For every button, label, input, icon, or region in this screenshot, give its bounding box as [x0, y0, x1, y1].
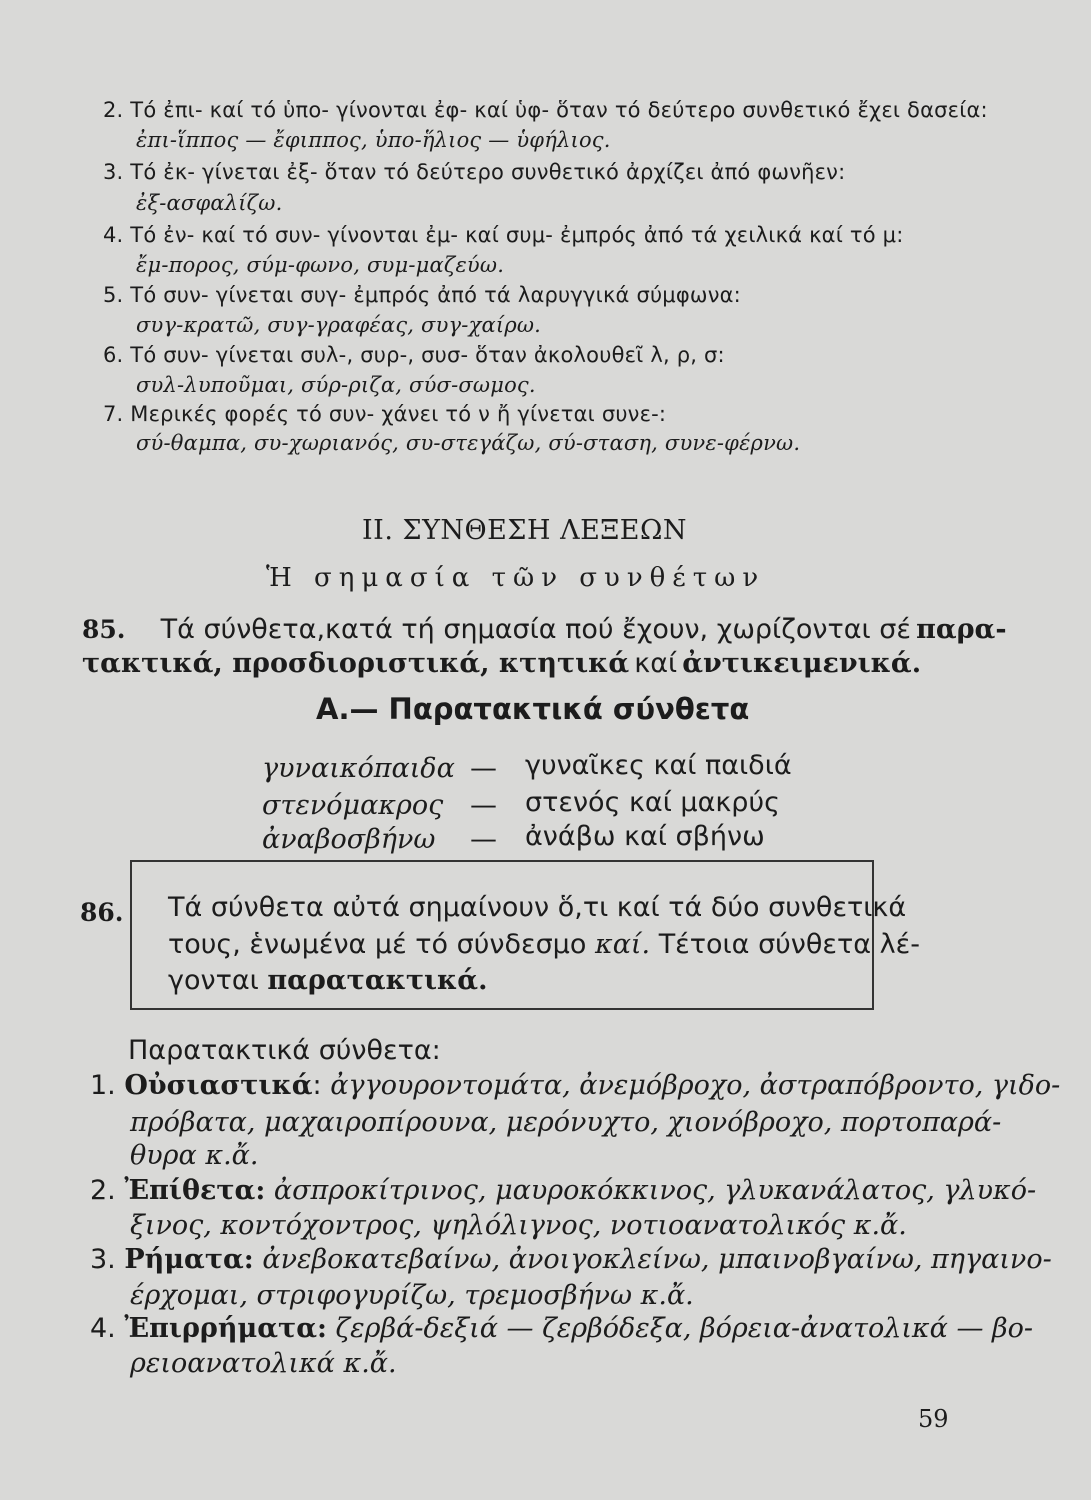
list-item-4-number: 4. — [90, 1313, 116, 1344]
para-85-number: 85. — [82, 615, 126, 644]
rule-7-example: σύ-θαμπα, συ-χωριανός, συ-στεγάζω, σύ-σταση, συνε-φέρνω. — [136, 431, 801, 455]
example-dash-3: — — [470, 824, 497, 855]
list-item-1: 1. Οὐσιαστικά: ἀγγουροντομάτα, ἀνεμόβροχο, ἀστραπόβροντο, γιδο- — [90, 1070, 1061, 1101]
list-item-2 — [90, 1175, 1036, 1206]
example-meaning-1: γυναῖκες καί παιδιά — [525, 750, 792, 781]
rule-5-example: συγ-κρατῶ, συγ-γραφέας, συγ-χαίρω. — [136, 313, 542, 337]
list-intro: Παρατακτικά σύνθετα: — [128, 1035, 441, 1066]
example-dash-2: — — [470, 790, 497, 821]
list-item-1-line-2: πρόβατα, μαχαιροπίρουνα, μερόνυχτο, χιονόβροχο, πορτοπαρά- — [130, 1107, 1002, 1138]
para-86-line-2a: τους, ἑνωμένα μέ τό σύνδεσμο — [168, 929, 587, 960]
list-item-3-line-1: ἀνεβοκατεβαίνω, ἀνοιγοκλείνω, μπαινοβγαίνω, πηγαινο- — [262, 1244, 1052, 1275]
para-86-bold: παρατακτικά. — [267, 965, 488, 996]
list-item-1-line-3: θυρα κ.ἄ. — [130, 1140, 259, 1171]
list-item-4 — [90, 1313, 1033, 1344]
para-85-line-1 — [82, 614, 1007, 645]
list-item-2-line-1: ἀσπροκίτρινος, μαυροκόκκινος, γλυκανάλατος, γλυκό- — [273, 1175, 1037, 1206]
rule-4-example: ἔμ-πορος, σύμ-φωνο, συμ-μαζεύω. — [136, 253, 505, 277]
para-85-line-2 — [82, 648, 921, 679]
para-85-bold: παρα- — [916, 614, 1007, 645]
para-86-line-2c: Τέτοια σύνθετα λέ- — [658, 929, 920, 960]
example-word-3: ἀναβοσβήνω — [262, 824, 436, 855]
list-item-3-line-2: έρχομαι, στριφογυρίζω, τρεμοσβήνω κ.ἄ. — [130, 1280, 694, 1311]
para-86-line-2 — [168, 929, 920, 960]
rule-4: 4. Τό ἐν- καί τό συν- γίνονται ἐμ- καί συμ- ἐμπρός ἀπό τά χειλικά καί τό μ: — [103, 223, 904, 247]
list-item-2-line-2: ξινος, κοντόχοντρος, ψηλόλιγνος, νοτιοανατολικός κ.ἄ. — [130, 1210, 907, 1241]
list-item-4-label: Ἐπιρρήματα: — [124, 1313, 327, 1344]
para-85-mid: καί — [634, 648, 678, 679]
list-item-4-line-2: ρειοανατολικά κ.ἄ. — [130, 1348, 397, 1379]
rule-2: 2. Τό ἐπι- καί τό ὑπο- γίνονται ἐφ- καί ὑφ- ὅταν τό δεύτερο συνθετικό ἔχει δασεία: — [103, 98, 988, 122]
list-item-3-number: 3. — [90, 1244, 116, 1275]
para-86-line-1: Τά σύνθετα αὐτά σημαίνουν ὅ,τι καί τά δύο συνθετικά — [168, 892, 907, 923]
para-86-line-3a: γονται — [168, 965, 259, 996]
list-item-1-number: 1. — [90, 1070, 116, 1101]
list-item-4-line-1: ζερβά-δεξιά — ζερβόδεξα, βόρεια-ἀνατολικά — βο- — [335, 1313, 1034, 1344]
rule-5: 5. Τό συν- γίνεται συγ- ἐμπρός ἀπό τά λαρυγγικά σύμφωνα: — [103, 283, 741, 307]
example-word-1: γυναικόπαιδα — [262, 753, 455, 784]
para-86-line-3 — [168, 965, 487, 996]
section-title: II. ΣΥΝΘΕΣΗ ΛΕΞΕΩΝ — [362, 515, 688, 546]
subheading: Α.— Παρατακτικά σύνθετα — [316, 692, 750, 726]
page-number: 59 — [918, 1405, 949, 1433]
list-item-2-number: 2. — [90, 1175, 116, 1206]
list-item-3-label: Ρήματα: — [124, 1244, 254, 1275]
rule-3: 3. Τό ἐκ- γίνεται ἐξ- ὅταν τό δεύτερο συνθετικό ἀρχίζει ἀπό φωνῆεν: — [103, 160, 846, 184]
rule-7: 7. Μερικές φορές τό συν- χάνει τό ν ἤ γίνεται συνε-: — [103, 402, 667, 426]
list-item-3 — [90, 1244, 1052, 1275]
list-item-2-label: Ἐπίθετα: — [124, 1175, 266, 1206]
rule-6-example: συλ-λυποῦμαι, σύρ-ριζα, σύσ-σωμος. — [136, 373, 536, 397]
example-meaning-2: στενός καί μακρύς — [525, 787, 780, 818]
example-meaning-3: ἀνάβω καί σβήνω — [525, 821, 765, 852]
example-word-2: στενόμακρος — [262, 790, 444, 821]
para-85-bold-2: τακτικά, προσδιοριστικά, κτητικά — [82, 648, 630, 679]
definition-box — [130, 860, 920, 1010]
para-86-conj: καί. — [594, 929, 651, 960]
para-86-number: 86. — [80, 898, 124, 927]
para-85-bold-3: ἀντικειμενικά. — [682, 648, 922, 679]
section-subtitle: Ἡ σημασία τῶν συνθέτων — [266, 563, 766, 593]
para-85-text: Τά σύνθετα,κατά τή σημασία πού ἔχουν, χωρίζονται σέ — [160, 614, 911, 645]
list-item-1-line-1: ἀγγουροντομάτα, ἀνεμόβροχο, ἀστραπόβροντο, γιδο- — [330, 1070, 1061, 1101]
example-dash-1: — — [470, 753, 497, 784]
rule-6: 6. Τό συν- γίνεται συλ-, συρ-, συσ- ὅταν ἀκολουθεῖ λ, ρ, σ: — [103, 343, 725, 367]
list-item-1-label: Οὐσιαστικά — [124, 1070, 313, 1101]
rule-2-example: ἐπι-ἵππος — ἔφιππος, ὑπο-ἥλιος — ὑφήλιος. — [136, 128, 611, 152]
rule-3-example: ἐξ-ασφαλίζω. — [136, 191, 283, 215]
